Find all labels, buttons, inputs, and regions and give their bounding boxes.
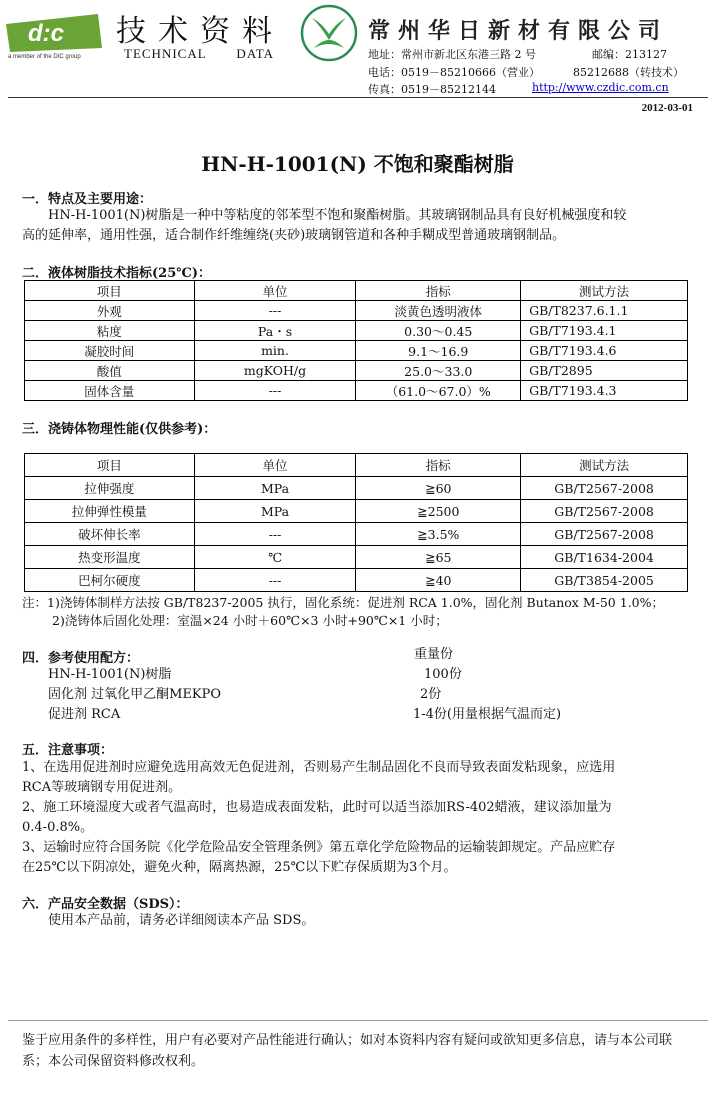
cell-item: 破坏伸长率 [25, 523, 195, 546]
cell-item: 酸值 [25, 361, 195, 381]
formula-row-2-amount: 2份 [420, 687, 442, 702]
cell-unit: mgKOH/g [194, 361, 356, 381]
cell-spec: ≧60 [356, 477, 521, 500]
document-title: HN-H-1001(N) 不饱和聚酯树脂 [201, 152, 514, 176]
col-header-spec: 指标 [356, 281, 521, 301]
cell-method: GB/T1634-2004 [521, 546, 688, 569]
cell-unit: --- [194, 381, 356, 401]
cell-method: GB/T7193.4.6 [521, 341, 688, 361]
technical-data-en: TECHNICAL DATA [124, 46, 275, 61]
cell-item: 外观 [25, 301, 195, 321]
cell-spec: ≧65 [356, 546, 521, 569]
notice-3-line-2: 在25℃以下阴凉处，避免火种，隔离热源，25℃以下贮存保质期为3个月。 [22, 860, 457, 875]
cell-spec: 9.1～16.9 [356, 341, 521, 361]
cell-spec: 淡黄色透明液体 [356, 301, 521, 321]
liquid-resin-spec-table [24, 280, 688, 401]
table-row [25, 569, 688, 592]
cell-spec: ≧2500 [356, 500, 521, 523]
cell-item: 巴柯尔硬度 [25, 569, 195, 592]
col-header-method: 测试方法 [521, 454, 688, 477]
section-1-heading: 一．特点及主要用途： [22, 192, 153, 207]
table-row [25, 546, 688, 569]
cell-unit: --- [194, 569, 356, 592]
section-6-heading: 六．产品安全数据（SDS）： [22, 897, 189, 912]
company-postcode: 邮编：213127 [592, 48, 667, 61]
company-website-container [532, 81, 669, 94]
footer-disclaimer: 鉴于应用条件的多样性，用户有必要对产品性能进行确认；如对本资料内容有疑问或欲知更多信息，请与本公司联系；本公司保留资料修改权利。 [22, 1033, 673, 1069]
cell-method: GB/T7193.4.3 [521, 381, 688, 401]
section-3-note-1: 注：1)浇铸体制样方法按 GB/T8237-2005 执行，固化系统：促进剂 RCA 1.0%，固化剂 Butanox M-50 1.0%； [22, 595, 664, 610]
col-header-item: 项目 [25, 281, 195, 301]
section-4-heading: 四．参考使用配方： [22, 651, 140, 666]
cell-unit: Pa・s [194, 321, 356, 341]
cell-spec: 25.0～33.0 [356, 361, 521, 381]
table-row [25, 523, 688, 546]
notice-2-line-2: 0.4-0.8%。 [22, 820, 94, 835]
section-3-note-2: 2)浇铸体后固化处理：室温×24 小时＋60℃×3 小时+90℃×1 小时； [52, 613, 448, 628]
table-header-row [25, 281, 688, 301]
company-name: 常州华日新材有限公司 [368, 19, 669, 44]
table-row [25, 301, 688, 321]
cell-method: GB/T2895 [521, 361, 688, 381]
table-row [25, 341, 688, 361]
company-phone-tech: 85212688（转技术） [573, 66, 684, 79]
cell-item: 凝胶时间 [25, 341, 195, 361]
notice-3-line-1: 3、运输时应符合国务院《化学危险品安全管理条例》第五章化学危险物品的运输装卸规定。产品应贮存 [22, 840, 616, 855]
col-header-spec: 指标 [356, 454, 521, 477]
company-phone: 电话：0519－85210666（营业） [368, 66, 540, 79]
section-3-heading: 三．浇铸体物理性能(仅供参考)： [22, 422, 217, 437]
cell-spec: ≧3.5% [356, 523, 521, 546]
cell-method: GB/T2567-2008 [521, 500, 688, 523]
formula-row-2-name: 固化剂 过氧化甲乙酮MEKPO [48, 687, 222, 702]
footer-divider [8, 1020, 708, 1021]
formula-row-1-amount: 100份 [424, 667, 462, 682]
cell-unit: MPa [194, 477, 356, 500]
section-1-line-2: 高的延伸率，通用性强，适合制作纤维缠绕(夹砂)玻璃钢管道和各种手糊成型普通玻璃钢制品。 [22, 228, 566, 243]
cell-method: GB/T2567-2008 [521, 523, 688, 546]
header-divider [8, 97, 708, 98]
technical-data-cn: 技术资料 [116, 14, 284, 49]
table-row [25, 321, 688, 341]
table-header-row [25, 454, 688, 477]
company-address: 地址：常州市新北区东港三路 2 号 [368, 48, 536, 61]
col-header-unit: 单位 [194, 281, 356, 301]
section-6-line-1: 使用本产品前，请务必详细阅读本产品 SDS。 [48, 913, 315, 928]
cell-item: 固体含量 [25, 381, 195, 401]
formula-amount-header: 重量份 [414, 647, 454, 662]
section-1-line-1: HN-H-1001(N)树脂是一种中等粘度的邻苯型不饱和聚酯树脂。其玻璃钢制品具有良好机械强度和较 [48, 208, 627, 223]
cell-unit: ℃ [194, 546, 356, 569]
company-logo-icon [300, 4, 358, 62]
cell-unit: min. [194, 341, 356, 361]
notice-1-line-2: RCA等玻璃钢专用促进剂。 [22, 780, 182, 795]
notice-2-line-1: 2、施工环境湿度大或者气温高时，也易造成表面发粘，此时可以适当添加RS-402蜡液，建议添加量为 [22, 800, 612, 815]
cell-unit: --- [194, 523, 356, 546]
dic-logo [6, 10, 102, 52]
table-row [25, 477, 688, 500]
cast-properties-table [24, 453, 688, 592]
cell-spec: （61.0～67.0）% [356, 381, 521, 401]
dic-logo-subtitle: a member of the DIC group [8, 54, 81, 60]
formula-row-1-name: HN-H-1001(N)树脂 [48, 667, 172, 682]
cell-method: GB/T7193.4.1 [521, 321, 688, 341]
col-header-unit: 单位 [194, 454, 356, 477]
formula-row-3-amount: 1-4份(用量根据气温而定) [413, 707, 562, 722]
cell-item: 热变形温度 [25, 546, 195, 569]
cell-item: 粘度 [25, 321, 195, 341]
company-website-link[interactable]: http://www.czdic.com.cn [532, 81, 669, 94]
cell-method: GB/T3854-2005 [521, 569, 688, 592]
table-row [25, 361, 688, 381]
dic-logo-text: d:c [28, 20, 64, 47]
col-header-item: 项目 [25, 454, 195, 477]
cell-item: 拉伸弹性模量 [25, 500, 195, 523]
col-header-method: 测试方法 [521, 281, 688, 301]
cell-item: 拉伸强度 [25, 477, 195, 500]
table-row [25, 500, 688, 523]
table-row [25, 381, 688, 401]
section-2-heading: 二．液体树脂技术指标(25℃)： [22, 266, 211, 281]
formula-row-3-name: 促进剂 RCA [48, 707, 121, 722]
document-date: 2012-03-01 [641, 102, 693, 114]
cell-method: GB/T2567-2008 [521, 477, 688, 500]
cell-method: GB/T8237.6.1.1 [521, 301, 688, 321]
cell-unit: --- [194, 301, 356, 321]
company-fax: 传真：0519－85212144 [368, 83, 496, 96]
section-5-heading: 五．注意事项： [22, 743, 114, 758]
cell-unit: MPa [194, 500, 356, 523]
cell-spec: 0.30～0.45 [356, 321, 521, 341]
cell-spec: ≧40 [356, 569, 521, 592]
notice-1-line-1: 1、在选用促进剂时应避免选用高效无色促进剂，否则易产生制品固化不良而导致表面发粘现象，应选用 [22, 760, 616, 775]
